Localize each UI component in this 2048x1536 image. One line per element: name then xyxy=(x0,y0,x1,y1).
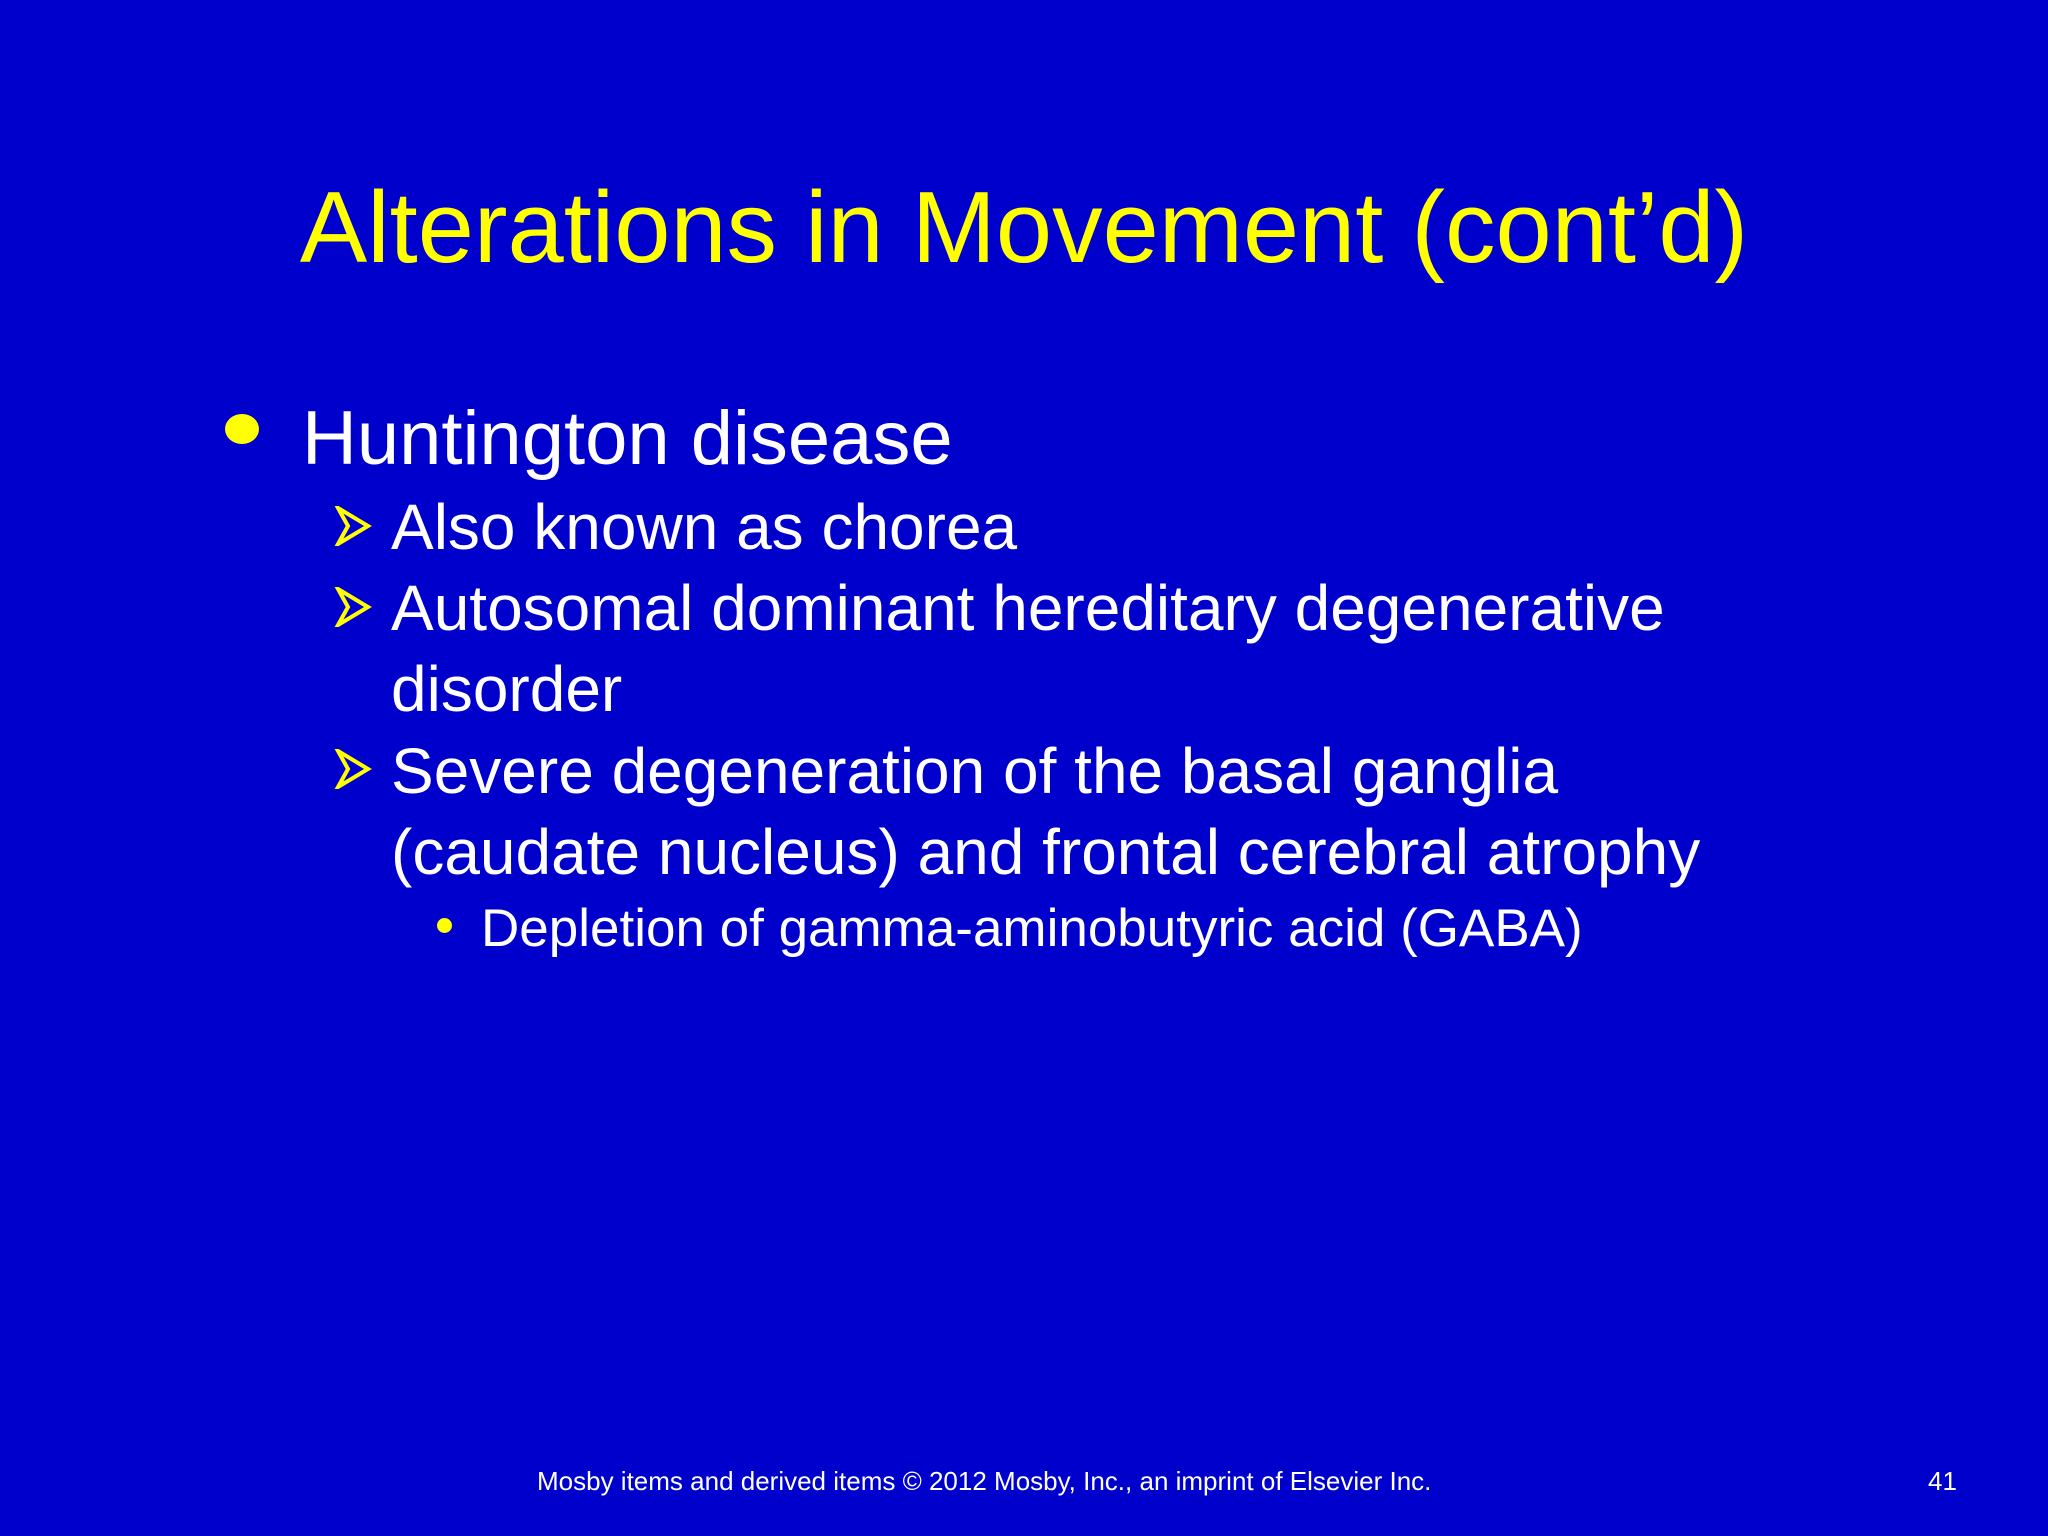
filled-circle-bullet-icon xyxy=(225,414,259,444)
page-number: 41 xyxy=(1928,1466,1957,1496)
arrowhead-bullet-icon xyxy=(332,506,372,546)
sub-bullet-also-known: Also known as chorea xyxy=(391,491,1018,563)
bullet-huntington-disease: Huntington disease xyxy=(302,396,953,481)
small-dot-bullet-icon xyxy=(437,918,452,933)
arrowhead-bullet-icon xyxy=(332,749,372,789)
footer-copyright: Mosby items and derived items © 2012 Mosby, Inc., an imprint of Elsevier Inc. xyxy=(537,1466,1432,1496)
slide-title: Alterations in Movement (cont’d) xyxy=(299,172,1749,284)
sub-bullet-autosomal-line2: disorder xyxy=(391,653,623,725)
sub-sub-bullet-gaba: Depletion of gamma-aminobutyric acid (GABA) xyxy=(481,899,1583,958)
sub-bullet-autosomal-line1: Autosomal dominant hereditary degenerative xyxy=(391,572,1665,644)
arrowhead-bullet-icon xyxy=(332,587,372,627)
sub-bullet-severe-line1: Severe degeneration of the basal ganglia xyxy=(391,735,1559,807)
sub-bullet-severe-line2: (caudate nucleus) and frontal cerebral atrophy xyxy=(391,816,1701,888)
